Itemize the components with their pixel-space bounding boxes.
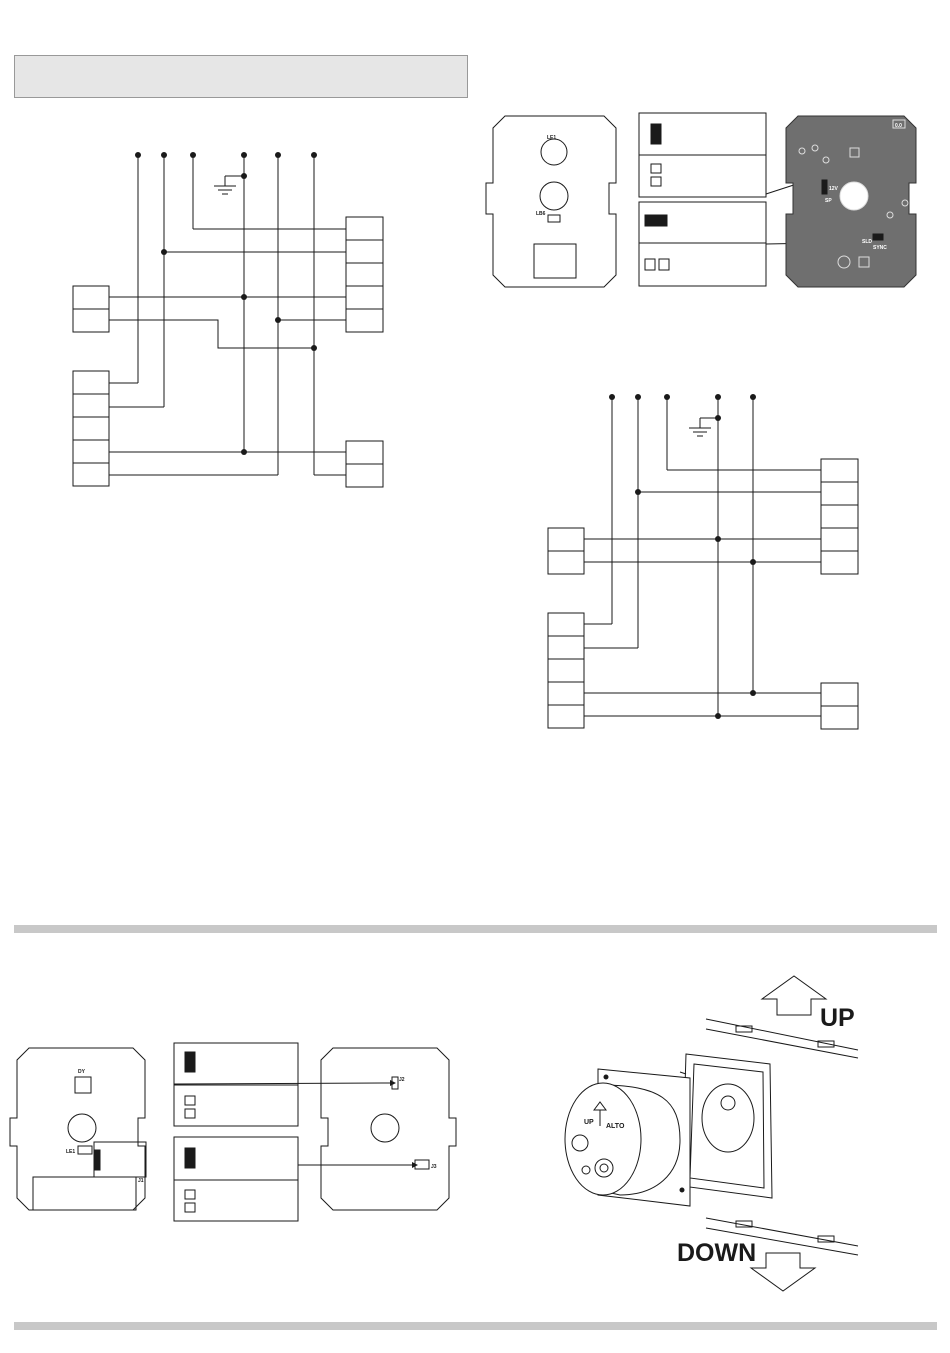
wiring-diagram-1 — [73, 152, 383, 487]
pcb-sld-label: SLD — [862, 239, 872, 245]
terminal-block-left-d — [548, 613, 584, 728]
terminal-block-right-c — [821, 459, 858, 574]
right-board-j2-label: J2 — [399, 1077, 405, 1083]
terminal-block-right-d — [821, 683, 858, 729]
wiring-diagram-2 — [548, 394, 858, 729]
pcb-sp-label: SP — [825, 198, 832, 204]
arrow-up-icon — [762, 976, 826, 1015]
right-board-j3-label: J3 — [431, 1164, 437, 1170]
terminal-block-left-c — [548, 528, 584, 574]
junction-dots-2 — [609, 394, 756, 719]
module-unit — [565, 1069, 690, 1206]
top-board-led2-label: LB6 — [536, 211, 546, 217]
bottom-j1-label: J1 — [138, 1178, 144, 1184]
pointer-arrow-c — [390, 1080, 396, 1086]
terminal-block-left-a — [73, 286, 109, 332]
module-up-label: UP — [584, 1119, 594, 1126]
top-board-outline — [486, 116, 616, 287]
ground-icon — [214, 186, 236, 194]
terminal-block-right-b — [346, 441, 383, 487]
top-board-led-label: LE1 — [547, 135, 557, 141]
bottom-board-right — [321, 1048, 456, 1210]
arrow-down-icon — [751, 1253, 815, 1291]
jumper-panel-top — [639, 113, 766, 286]
ground-icon — [689, 428, 711, 436]
pcb-corner-tag: 0.0 — [895, 123, 902, 129]
up-label: UP — [820, 1004, 855, 1032]
mounting-frame — [680, 1054, 772, 1198]
terminal-block-right-a — [346, 217, 383, 332]
bottom-jumper-label: DY — [78, 1069, 85, 1075]
pcb-sync-label: SYNC — [873, 245, 887, 251]
down-label: DOWN — [677, 1239, 757, 1267]
bottom-led-label: LE1 — [66, 1149, 76, 1155]
jumper-panel-bottom — [174, 1043, 298, 1221]
module-alto-label: ALTO — [606, 1123, 625, 1130]
pcb-board — [786, 116, 916, 287]
terminal-block-left-b — [73, 371, 109, 486]
junction-dots-1 — [135, 152, 317, 455]
pointer-line-c — [174, 1083, 390, 1084]
pcb-12v-label: 12V — [829, 186, 838, 192]
